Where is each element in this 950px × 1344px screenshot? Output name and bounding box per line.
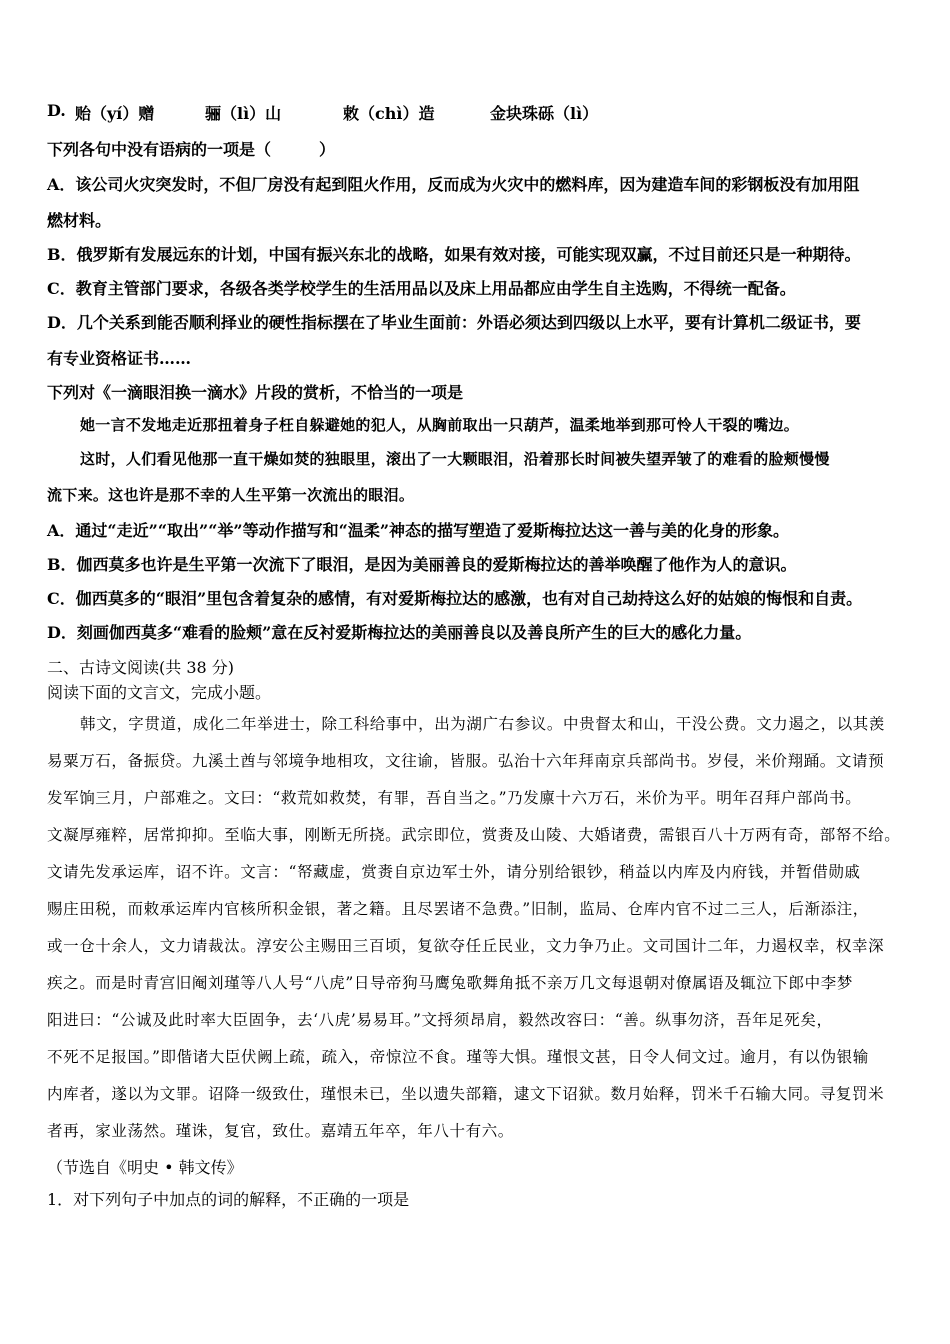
sub-question-1: 1．对下列句子中加点的词的解释，不正确的一项是 (47, 1190, 410, 1209)
pronunciation-item-4: 金块珠砾（lì） (490, 104, 599, 123)
grammar-option-d: D．几个关系到能否顺利择业的硬性指标摆在了毕业生面前：外语必须达到四级以上水平，要有计算机二级证书，要 (47, 313, 861, 332)
question-stem-appreciation: 下列对《一滴眼泪换一滴水》片段的赏析，不恰当的一项是 (47, 383, 464, 402)
classical-text-line-9: 阳进曰：“公诚及此时率大臣固争，去‘八虎’易易耳。”文捋须昂肩，毅然改容曰：“善。纵事勿济，吾年足死矣， (47, 1011, 833, 1029)
section-instruction: 阅读下面的文言文，完成小题。 (47, 683, 272, 702)
appreciation-option-d: D．刻画伽西莫多“难看的脸颊”意在反衬爱斯梅拉达的美丽善良以及善良所产生的巨大的感化力量。 (47, 623, 752, 642)
classical-text-line-7: 或一仓十余人，文力请裁汰。淳安公主赐田三百顷，复欲夺任丘民业，文力争乃止。文司国计二年，力遏权幸，权幸深 (47, 937, 885, 955)
classical-text-line-11: 内库者，遂以为文罪。诏降一级致仕，瑾恨未已，坐以遗失部籍，逮文下诏狱。数月始释，罚米千石输大同。寻复罚米 (47, 1085, 885, 1103)
grammar-option-d-cont: 有专业资格证书…… (47, 349, 192, 368)
grammar-option-b: B．俄罗斯有发展远东的计划，中国有振兴东北的战略，如果有效对接，可能实现双赢，不过目前还只是一种期待。 (47, 245, 861, 264)
classical-text-line-3: 发军饷三月，户部难之。文曰：“救荒如救焚，有罪，吾自当之。”乃发廪十六万石，米价为平。明年召拜户部尚书。 (47, 789, 862, 807)
grammar-option-c: C．教育主管部门要求，各级各类学校学生的生活用品以及床上用品都应由学生自主选购，不得统一配备。 (47, 279, 796, 298)
pronunciation-item-3: 敕（chì）造 (343, 104, 435, 123)
grammar-option-a-cont: 燃材料。 (47, 211, 112, 230)
classical-text-line-1: 韩文，字贯道，成化二年举进士，除工科给事中，出为湖广右参议。中贵督太和山，干没公费。文力遏之，以其羡 (80, 715, 886, 733)
question-stem-grammar: 下列各句中没有语病的一项是（ ） (47, 140, 336, 159)
passage-paragraph-2: 这时，人们看见他那一直干燥如焚的独眼里，滚出了一大颗眼泪，沿着那长时间被失望弄皱了的难看的脸颊慢慢 (80, 450, 830, 468)
appreciation-option-a: A．通过“走近”“取出”“举”等动作描写和“温柔”神态的描写塑造了爱斯梅拉达这一善与美的化身的形象。 (47, 521, 790, 540)
classical-text-line-5: 文请先发承运库，诏不许。文言：“帑藏虚，赏赉自京边军士外，请分别给银钞，稍益以内库及内府钱，并暂借勋戚 (47, 863, 861, 881)
classical-text-line-8: 疾之。而是时青宫旧阉刘瑾等八人号“八虎”日导帝狗马鹰兔歌舞角抵不亲万几文每退朝对僚属语及辄泣下郎中李梦 (47, 974, 853, 992)
source-citation: （节选自《明史 • 韩文传》 (47, 1158, 243, 1177)
classical-text-line-12: 者再，家业荡然。瑾诛，复官，致仕。嘉靖五年卒，年八十有六。 (47, 1122, 514, 1140)
section-title: 二、古诗文阅读(共 38 分) (47, 658, 235, 677)
pronunciation-item-2: 骊（lì）山 (205, 104, 282, 123)
classical-text-line-4: 文凝厚雍粹，居常抑抑。至临大事，刚断无所挠。武宗即位，赏赉及山陵、大婚诸费，需银百八十万两有奇，部帑不给。 (47, 826, 901, 844)
grammar-option-a: A．该公司火灾突发时，不但厂房没有起到阻火作用，反而成为火灾中的燃料库，因为建造车间的彩钢板没有加用阻 (47, 175, 860, 194)
classical-text-line-6: 赐庄田税，而敕承运库内官核所积金银，著之籍。且尽罢诸不急费。”旧制，监局、仓库内官不过二三人，后渐添注， (47, 900, 869, 918)
option-d-pronunciation (47, 101, 907, 123)
option-d-label: D. (47, 101, 66, 120)
appreciation-option-c: C．伽西莫多的“眼泪”里包含着复杂的感情，有对爱斯梅拉达的感激，也有对自己劫持这么好的姑娘的悔恨和自责。 (47, 589, 863, 608)
classical-text-line-2: 易粟万石，备振贷。九溪土酋与邻境争地相攻，文往谕，皆服。弘治十六年拜南京兵部尚书。岁侵，米价翔踊。文请预 (47, 752, 885, 770)
appreciation-option-b: B．伽西莫多也许是生平第一次流下了眼泪，是因为美丽善良的爱斯梅拉达的善举唤醒了他作为人的意识。 (47, 555, 797, 574)
passage-paragraph-2-cont: 流下来。这也许是那不幸的人生平第一次流出的眼泪。 (47, 486, 415, 504)
pronunciation-item-1: 贻（yí）赠 (75, 104, 155, 123)
classical-text-line-10: 不死不足报国。”即偕诸大臣伏阙上疏，疏入，帝惊泣不食。瑾等大惧。瑾恨文甚，日令人伺文过。逾月，有以伪银输 (47, 1048, 869, 1066)
passage-paragraph-1: 她一言不发地走近那扭着身子枉自躲避她的犯人，从胸前取出一只葫芦，温柔地举到那可怜人干裂的嘴边。 (80, 416, 800, 434)
